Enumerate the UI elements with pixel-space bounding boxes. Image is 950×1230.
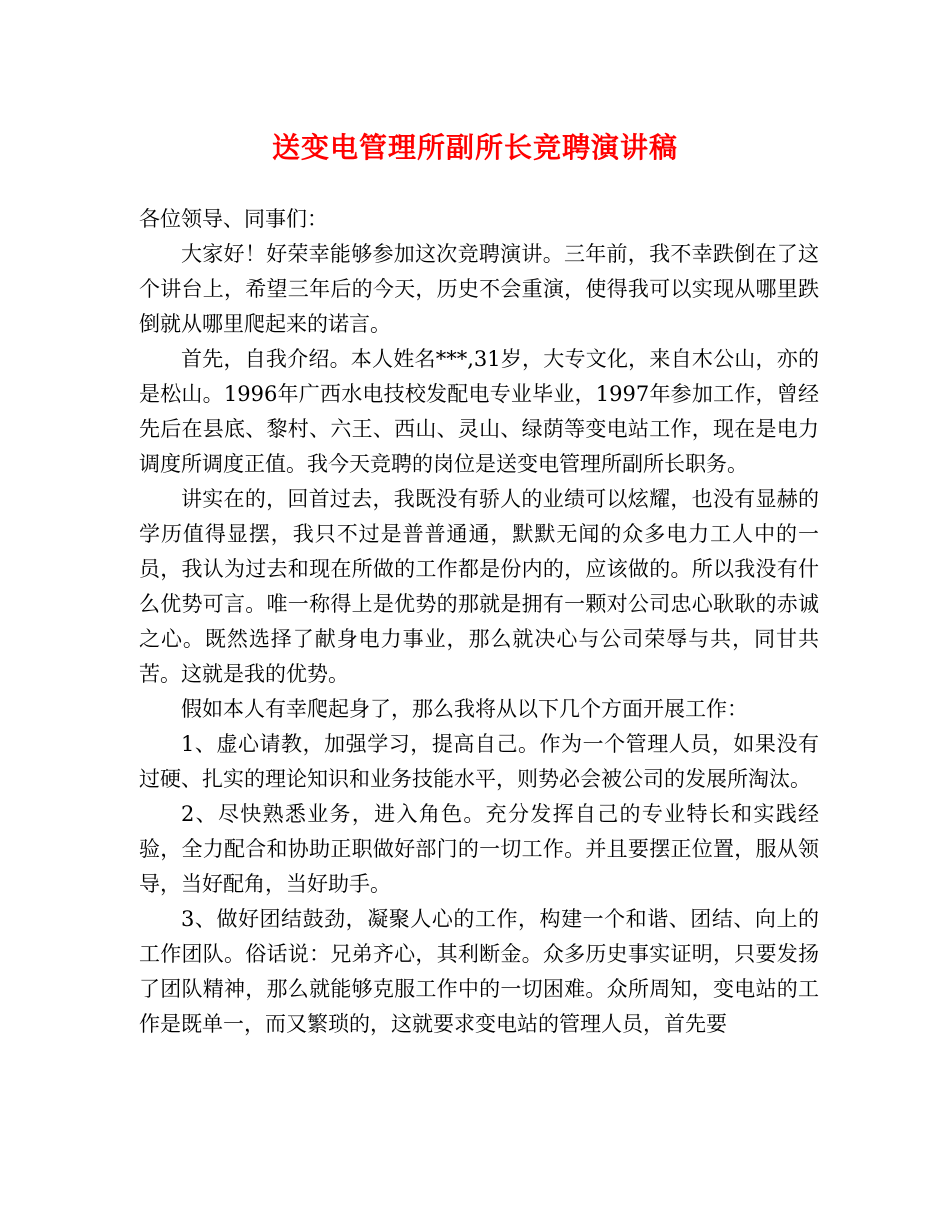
paragraph: 首先，自我介绍。本人姓名***,31岁，大专文化，来自木公山，亦的是松山。1996年广西水电技校发配电专业毕业，1997年参加工作，曾经先后在县底、黎村、六王、西山、灵山、绿荫等变电站工作，现在是电力调度所调度正值。我今天竞聘的岗位是送变电管理所副所长职务。 bbox=[139, 347, 819, 476]
list-item: 2、尽快熟悉业务，进入角色。充分发挥自己的专业特长和实践经验，全力配合和协助正职做好部门的一切工作。并且要摆正位置，服从领导，当好配角，当好助手。 bbox=[139, 802, 819, 896]
list-item: 3、做好团结鼓劲，凝聚人心的工作，构建一个和谐、团结、向上的工作团队。俗话说：兄弟齐心，其利断金。众多历史事实证明，只要发扬了团队精神，那么就能够克服工作中的一切困难。众所周知，变电站的工作是既单一，而又繁琐的，这就要求变电站的管理人员，首先要 bbox=[139, 907, 819, 1036]
paragraph: 讲实在的，回首过去，我既没有骄人的业绩可以炫耀，也没有显赫的学历值得显摆，我只不过是普普通通，默默无闻的众多电力工人中的一员，我认为过去和现在所做的工作都是份内的，应该做的。所以我没有什么优势可言。唯一称得上是优势的那就是拥有一颗对公司忠心耿耿的赤诚之心。既然选择了献身电力事业，那么就决心与公司荣辱与共，同甘共苦。这就是我的优势。 bbox=[139, 487, 819, 686]
salutation: 各位领导、同事们： bbox=[139, 207, 328, 231]
paragraph: 假如本人有幸爬起身了，那么我将从以下几个方面开展工作： bbox=[181, 697, 748, 721]
document-body bbox=[139, 202, 819, 1042]
list-item: 1、虚心请教，加强学习，提高自己。作为一个管理人员，如果没有过硬、扎实的理论知识和业务技能水平，则势必会被公司的发展所淘汰。 bbox=[139, 732, 819, 791]
document-title: 送变电管理所副所长竞聘演讲稿 bbox=[271, 131, 678, 164]
paragraph: 大家好！好荣幸能够参加这次竞聘演讲。三年前，我不幸跌倒在了这个讲台上，希望三年后的今天，历史不会重演，使得我可以实现从哪里跌倒就从哪里爬起来的诺言。 bbox=[139, 242, 819, 336]
